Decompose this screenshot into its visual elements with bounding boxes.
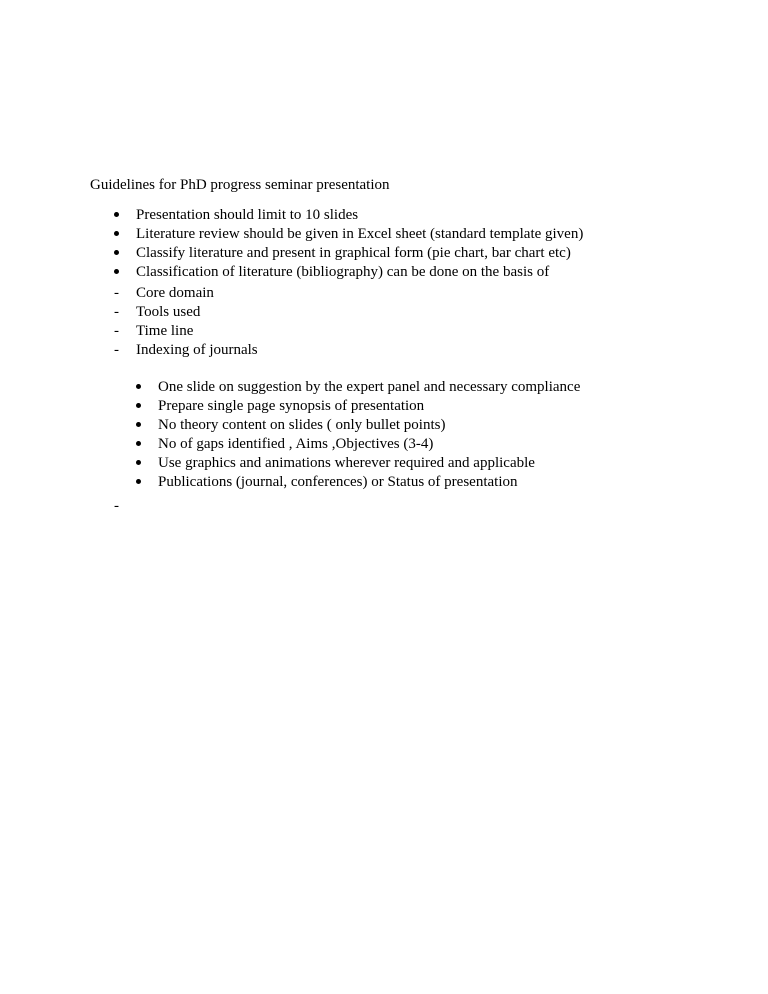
bullet-icon (114, 225, 134, 244)
list-item (114, 322, 258, 341)
list-item-text: Publications (journal, conferences) or Status of presentation (158, 474, 518, 490)
bullet-icon (136, 378, 156, 397)
list-item (136, 225, 583, 244)
list-item (158, 378, 580, 397)
list-item-text: No theory content on slides ( only bullet points) (158, 417, 446, 433)
list-item-text: Time line (136, 323, 194, 339)
list-item (136, 244, 583, 263)
list-item-text: Classify literature and present in graphical form (pie chart, bar chart etc) (136, 245, 571, 261)
list-item-text: Use graphics and animations wherever required and applicable (158, 455, 535, 471)
list-item-text: Core domain (136, 285, 214, 301)
bullet-icon (114, 244, 134, 263)
bullet-icon (136, 454, 156, 473)
bullet-icon (114, 263, 134, 282)
bullet-icon (136, 473, 156, 492)
secondary-bullet-list (158, 378, 580, 492)
list-item (158, 435, 580, 454)
list-item (136, 206, 583, 225)
bullet-icon (114, 206, 134, 225)
list-item (114, 284, 258, 303)
list-item-text: Literature review should be given in Excel sheet (standard template given) (136, 226, 584, 242)
list-item-text: Presentation should limit to 10 slides (136, 207, 359, 223)
dash-marker: - (114, 342, 119, 358)
dash-marker: - (114, 323, 119, 339)
primary-bullet-list (136, 206, 583, 282)
list-item (158, 473, 580, 492)
list-item-text: Prepare single page synopsis of presentation (158, 398, 425, 414)
trailing-dash-marker: - (114, 498, 119, 514)
list-item-text: No of gaps identified , Aims ,Objectives (3-4) (158, 436, 434, 452)
list-item-text: Tools used (136, 304, 201, 320)
list-item-text: Indexing of journals (136, 342, 258, 358)
list-item-text: One slide on suggestion by the expert panel and necessary compliance (158, 379, 581, 395)
list-item-text: Classification of literature (bibliography) can be done on the basis of (136, 264, 550, 280)
bullet-icon (136, 397, 156, 416)
list-item (158, 454, 580, 473)
page-title: Guidelines for PhD progress seminar presentation (90, 177, 390, 193)
dash-marker: - (114, 304, 119, 320)
list-item (114, 303, 258, 322)
dash-list (114, 284, 258, 360)
bullet-icon (136, 435, 156, 454)
list-item (114, 341, 258, 360)
list-item (136, 263, 583, 282)
dash-marker: - (114, 285, 119, 301)
list-item (158, 416, 580, 435)
list-item (158, 397, 580, 416)
bullet-icon (136, 416, 156, 435)
